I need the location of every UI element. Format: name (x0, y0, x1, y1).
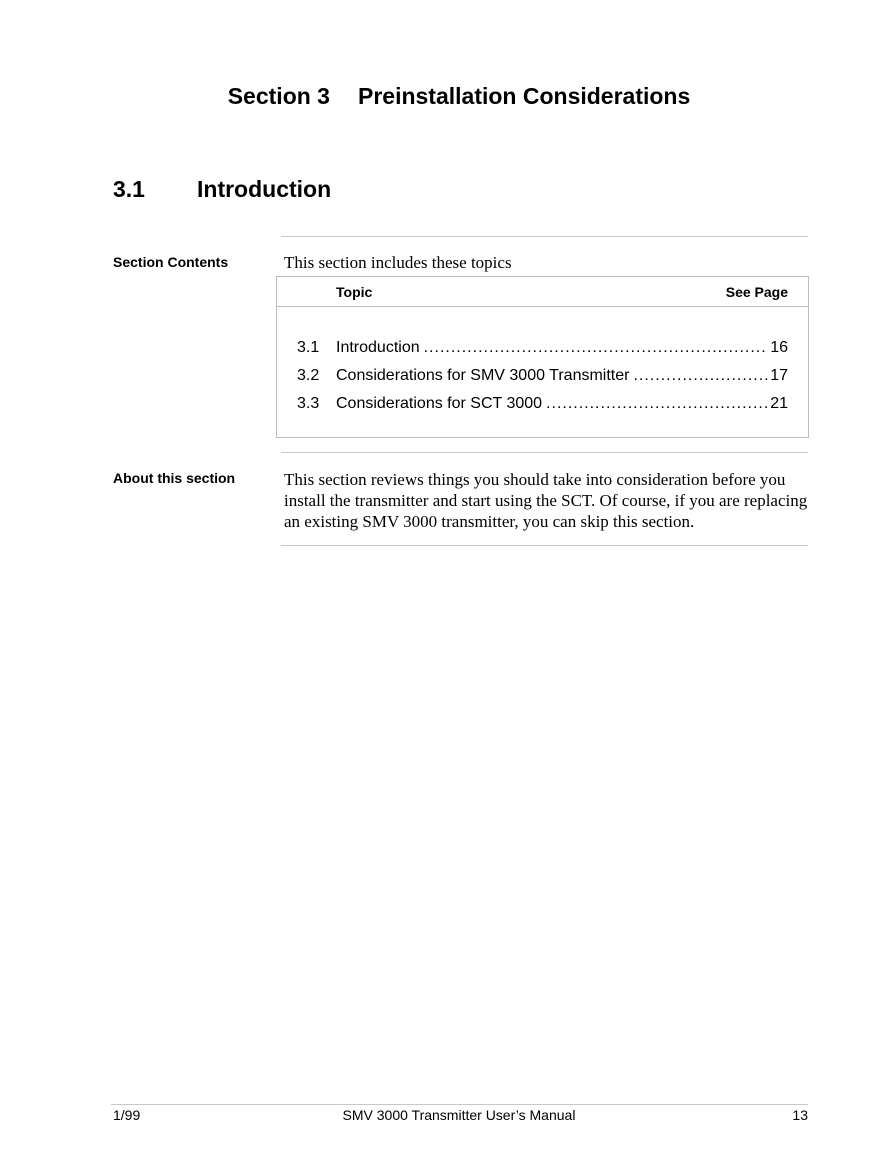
subsection-title: Introduction (197, 176, 332, 202)
see-page-column-header: See Page (725, 284, 788, 300)
table-row[interactable] (297, 339, 788, 359)
footer-page-number: 13 (792, 1107, 808, 1123)
footer-date: 1/99 (113, 1107, 141, 1123)
divider (281, 545, 808, 546)
topics-table (276, 276, 809, 438)
divider (281, 452, 808, 453)
section-contents-label: Section Contents (113, 254, 229, 270)
topic-title: Introduction (336, 339, 420, 356)
topic-number: 3.1 (297, 339, 320, 356)
topic-number: 3.3 (297, 395, 320, 412)
section-title: Preinstallation Considerations (357, 83, 691, 109)
footer-divider (111, 1104, 808, 1105)
table-row[interactable] (297, 367, 788, 387)
topic-number: 3.2 (297, 367, 320, 384)
section-label: Section 3 (227, 83, 330, 109)
section-contents-intro: This section includes these topics (284, 253, 512, 272)
table-header-divider (277, 306, 808, 307)
topic-page: 21 (770, 395, 788, 412)
subsection-number: 3.1 (113, 176, 145, 202)
topic-title: Considerations for SMV 3000 Transmitter (336, 367, 630, 384)
topic-column-header: Topic (336, 284, 373, 300)
dot-leader (633, 367, 768, 385)
page-title (0, 83, 892, 110)
footer-manual-title: SMV 3000 Transmitter User’s Manual (342, 1107, 576, 1123)
topic-page: 16 (770, 339, 788, 356)
topic-title: Considerations for SCT 3000 (336, 395, 543, 412)
dot-leader (424, 339, 769, 357)
about-section-label: About this section (113, 470, 236, 486)
topic-page: 17 (770, 367, 788, 384)
table-row[interactable] (297, 395, 788, 415)
dot-leader (546, 395, 768, 413)
about-section-text: This section reviews things you should take into consideration before you install the transmitter and start using the SCT. Of course, if you are replacing an existing SMV 3000 transmitter, you can skip this section. (284, 470, 808, 531)
divider (281, 236, 808, 237)
